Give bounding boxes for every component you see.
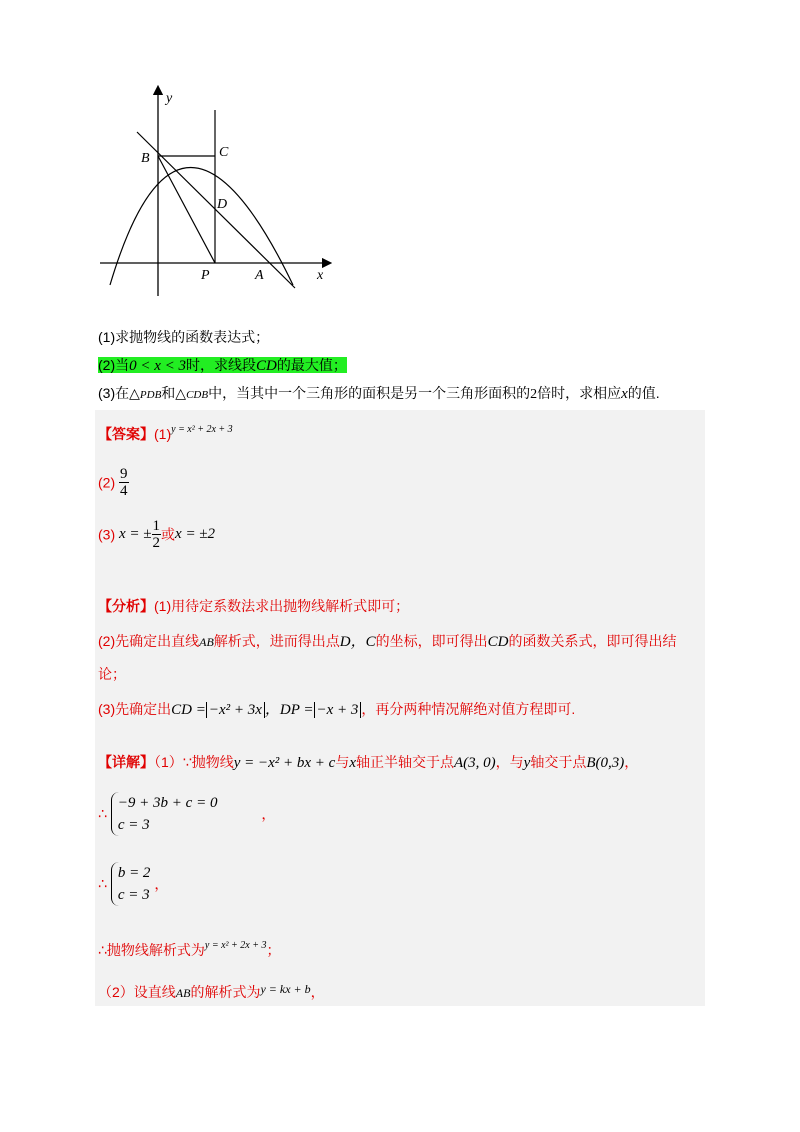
equation-system-2: b = 2 c = 3 — [111, 862, 151, 906]
parabola-graph — [95, 80, 345, 300]
label-b: B — [141, 151, 150, 166]
answer-3: (3) x = ± $\frac{1}{2}$ 或x = ±2 — [98, 518, 216, 551]
detail-5: （2）设直线AB的解析式为y = kx + b， — [98, 982, 325, 1000]
line-bp — [158, 156, 215, 263]
answer-2: (2) $\frac{9}{4}$ — [98, 466, 128, 499]
analysis-1: 【分析】(1)用待定系数法求出抛物线解析式即可； — [98, 598, 410, 614]
detail-1: 【详解】（1）∵抛物线y = −x² + bx + c与x轴正半轴交于点A(3, 0)，与y轴交于点B(0,3)， — [98, 754, 639, 771]
analysis-2: (2)先确定出直线AB解析式，进而得出点D，C的坐标，即可得出CD的函数关系式，即可得出结 — [98, 633, 677, 650]
label-c: C — [219, 145, 229, 160]
analysis-4: (3)先确定出CD = −x² + 3x ，DP = −x + 3 ，再分两种情况解绝对值方程即可. — [98, 701, 576, 718]
q2-condition: 0 < x < 3 — [129, 358, 187, 374]
label-y: y — [166, 91, 173, 106]
answer-1: 【答案】$(1)^{y = x^2 + 2x + 3}$ — [98, 424, 233, 442]
question-1: (1)求抛物线的函数表达式； — [98, 329, 270, 345]
question-3: (3)在△PDB和△CDB中，当其中一个三角形的面积是另一个三角形面积的2倍时，求相应x的值. — [98, 385, 660, 402]
label-x: x — [317, 268, 324, 283]
detail-system-1: ∴ −9 + 3b + c = 0 c = 3 ， — [98, 792, 275, 836]
line-ab — [137, 132, 295, 288]
label-a: A — [255, 268, 264, 283]
detail-4: ∴抛物线解析式为$^{y = x^2 + 2x + 3}$； — [98, 940, 281, 958]
equation-system-1: −9 + 3b + c = 0 c = 3 — [111, 792, 218, 836]
label-d: D — [217, 197, 228, 212]
detail-system-2: ∴ b = 2 c = 3 ， — [98, 862, 168, 906]
analysis-3: 论； — [98, 666, 126, 682]
label-p: P — [201, 268, 210, 283]
question-2: (2)当0 < x < 3时，求线段CD的最大值； — [98, 357, 347, 374]
